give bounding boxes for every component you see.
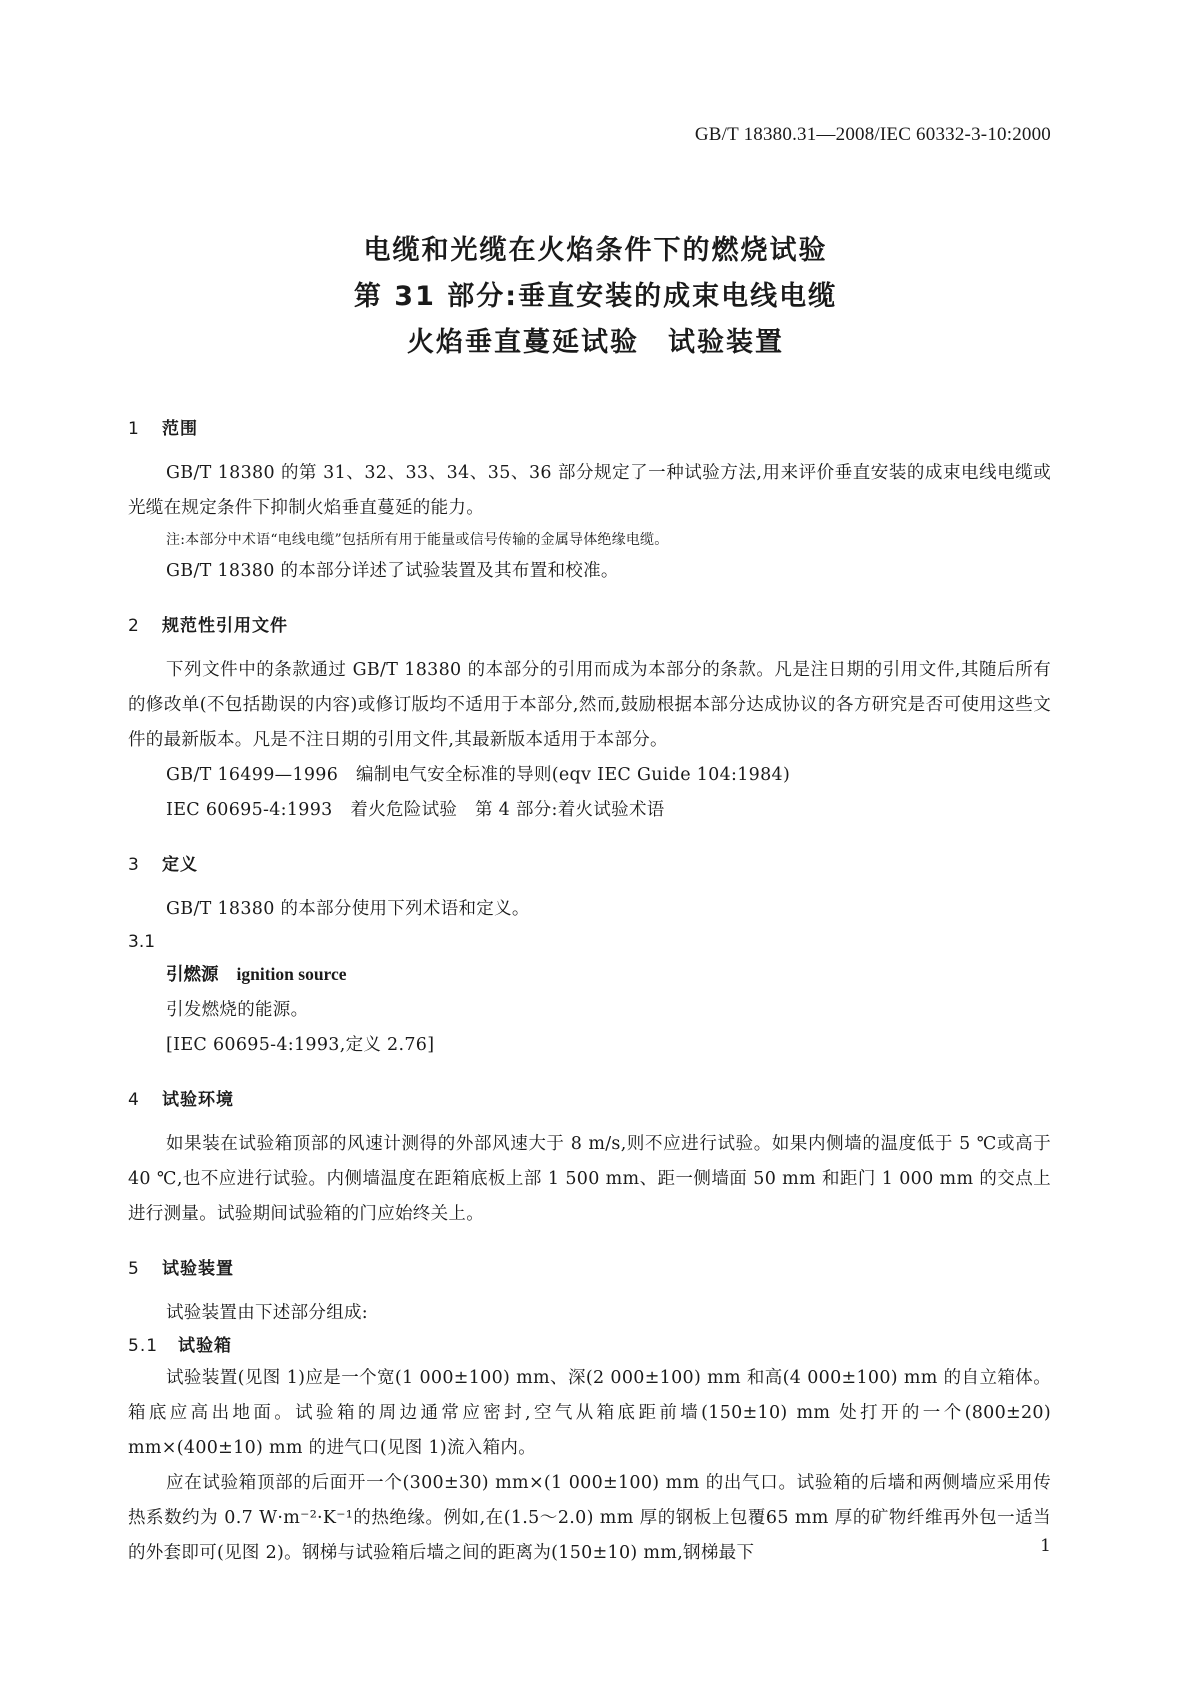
- clause-5-1-heading: 5.1 试验箱: [128, 1336, 232, 1356]
- title-line-3: 火焰垂直蔓延试验 试验装置: [407, 327, 784, 358]
- title-line-2: 第 31 部分:垂直安装的成束电线电缆: [353, 281, 838, 312]
- clause-3-1-number: 3.1: [128, 932, 156, 952]
- document-body: [128, 414, 1051, 1571]
- term-entry: [128, 957, 1051, 993]
- page-number: 1: [1040, 1536, 1051, 1556]
- section-3-paragraph-1: GB/T 18380 的本部分使用下列术语和定义。: [166, 899, 530, 919]
- term-chinese: 引燃源: [166, 965, 219, 985]
- document-title: [0, 228, 1191, 366]
- section-4-paragraph-1: 如果装在试验箱顶部的风速计测得的外部风速大于 8 m/s,则不应进行试验。如果内侧墙的温度低于 5 ℃或高于 40 ℃,也不应进行试验。内侧墙温度在距箱底板上部 1 500 mm、距一侧墙面 50 mm 和距门 1 000 mm 的交点上进行测量。试验期间试验箱的门应始终关上。: [128, 1134, 1051, 1224]
- section-5-paragraph-1: 试验装置由下述部分组成:: [166, 1303, 368, 1323]
- clause-5-1-paragraph-2: 应在试验箱顶部的后面开一个(300±30) mm×(1 000±100) mm 的出气口。试验箱的后墙和两侧墙应采用传热系数约为 0.7 W·m⁻²·K⁻¹的热绝缘。例如,在(1.5～2.0) mm 厚的钢板上包覆65 mm 厚的矿物纤维再外包一适当的外套即可(见图 2)。钢梯与试验箱后墙之间的距离为(150±10) mm,钢梯最下: [128, 1473, 1051, 1563]
- section-3-heading: 3 定义: [128, 855, 198, 875]
- normative-reference-2: IEC 60695-4:1993 着火危险试验 第 4 部分:着火试验术语: [166, 800, 665, 820]
- section-5-heading: 5 试验装置: [128, 1259, 234, 1279]
- section-1-note: 注:本部分中术语“电线电缆”包括所有用于能量或信号传输的金属导体绝缘电缆。: [166, 532, 669, 548]
- standard-code: GB/T 18380.31—2008/IEC 60332-3-10:2000: [694, 124, 1051, 145]
- title-line-1: 电缆和光缆在火焰条件下的燃烧试验: [363, 235, 828, 266]
- section-2-heading: 2 规范性引用文件: [128, 616, 288, 636]
- section-1-heading: 1 范围: [128, 419, 198, 439]
- term-definition: 引发燃烧的能源。: [166, 1000, 309, 1020]
- section-1-paragraph-1: GB/T 18380 的第 31、32、33、34、35、36 部分规定了一种试验方法,用来评价垂直安装的成束电线电缆或光缆在规定条件下抑制火焰垂直蔓延的能力。: [128, 463, 1051, 518]
- section-4-heading: 4 试验环境: [128, 1090, 234, 1110]
- term-source: [IEC 60695-4:1993,定义 2.76]: [166, 1035, 435, 1055]
- section-1-paragraph-2: GB/T 18380 的本部分详述了试验装置及其布置和校准。: [166, 561, 619, 581]
- clause-5-1-paragraph-1: 试验装置(见图 1)应是一个宽(1 000±100) mm、深(2 000±100) mm 和高(4 000±100) mm 的自立箱体。箱底应高出地面。试验箱的周边通常应密封,空气从箱底距前墙(150±10) mm 处打开的一个(800±20) mm×(400±10) mm 的进气口(见图 1)流入箱内。: [128, 1368, 1051, 1458]
- section-2-paragraph-1: 下列文件中的条款通过 GB/T 18380 的本部分的引用而成为本部分的条款。凡是注日期的引用文件,其随后所有的修改单(不包括勘误的内容)或修订版均不适用于本部分,然而,鼓励根据本部分达成协议的各方研究是否可使用这些文件的最新版本。凡是不注日期的引用文件,其最新版本适用于本部分。: [128, 660, 1051, 750]
- term-english: ignition source: [236, 964, 347, 984]
- normative-reference-1: GB/T 16499—1996 编制电气安全标准的导则(eqv IEC Guide 104:1984): [166, 765, 791, 785]
